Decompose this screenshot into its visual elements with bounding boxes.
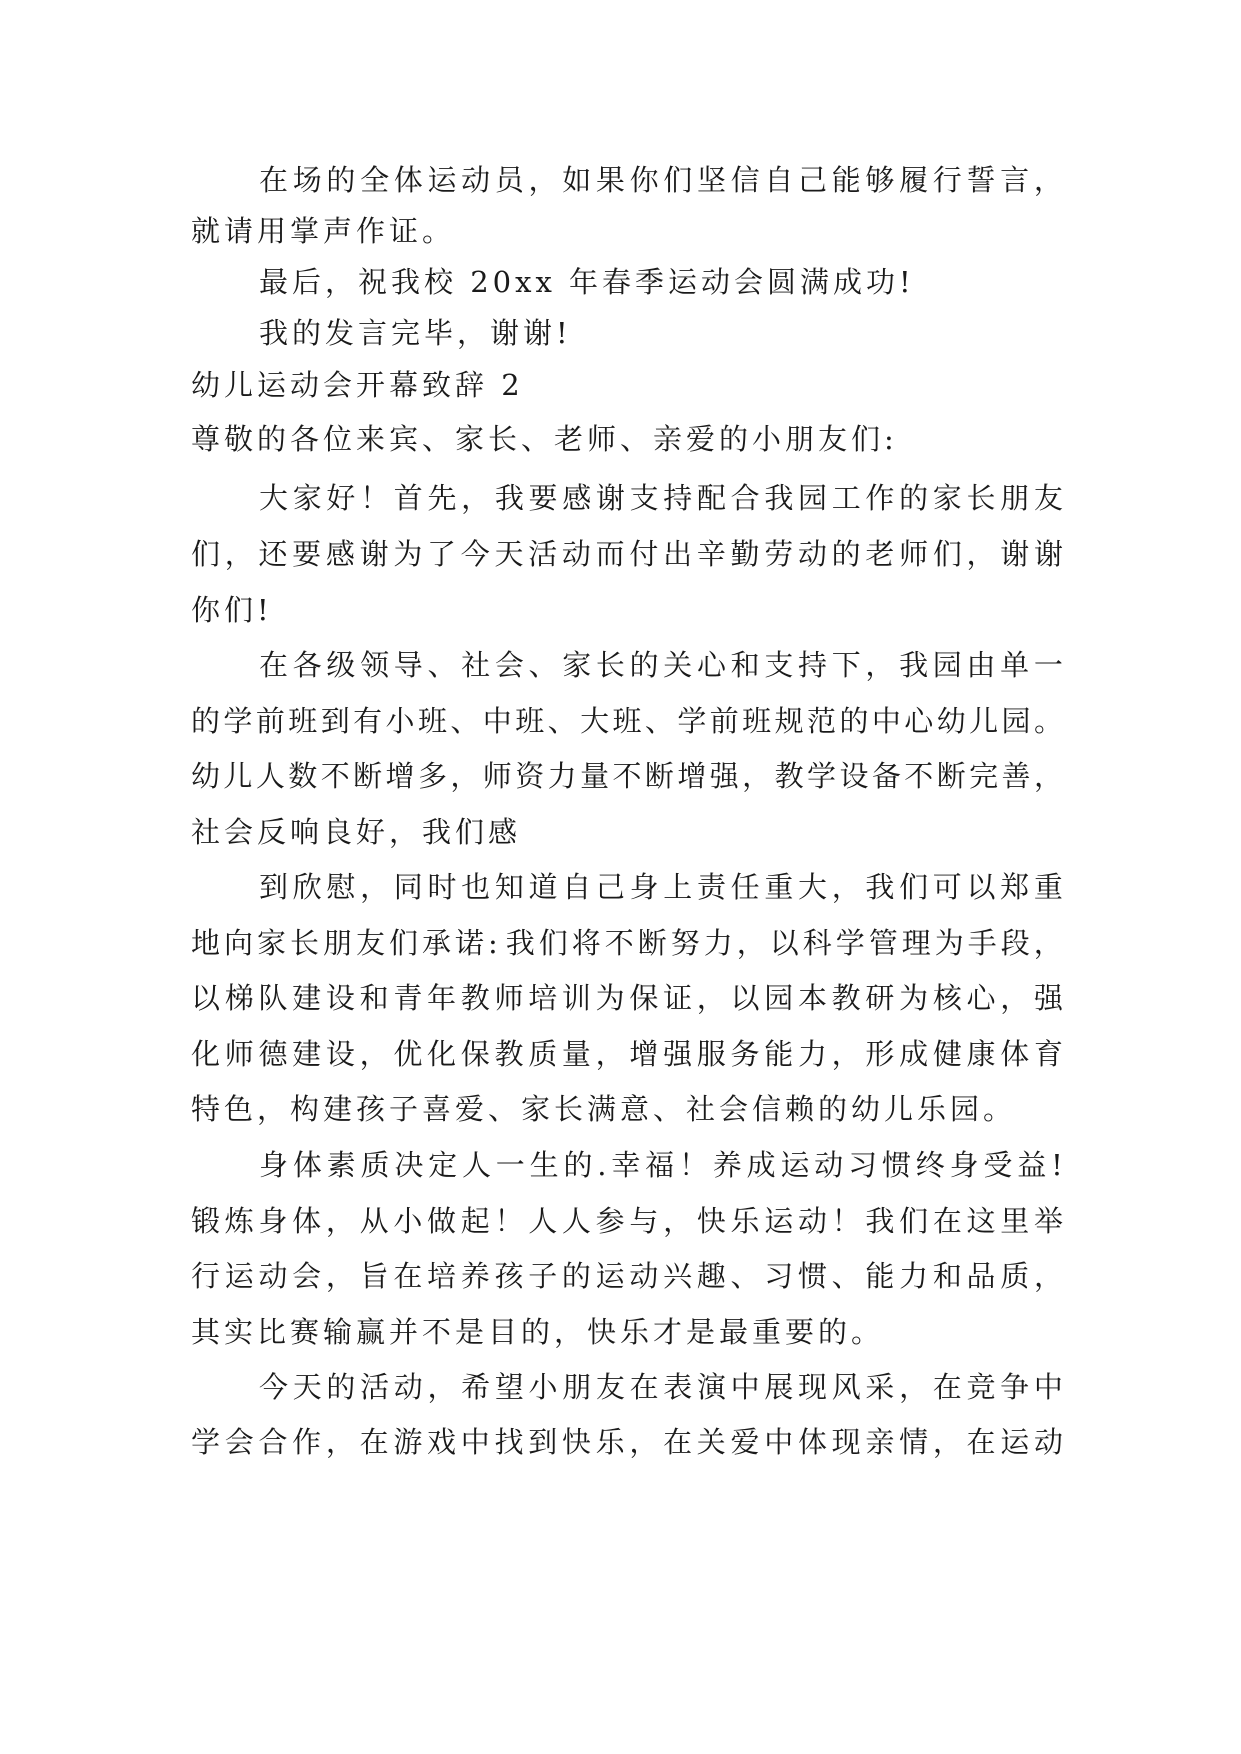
document-line: 地 向 家 长 朋 友 们 承 诺 : 我 们 将 不 断 努 力 ， 以 科 学 管 理 为 手 段 ， xyxy=(191,926,1063,960)
document-line: 最后，祝我校 20xx 年春季运动会圆满成功! xyxy=(259,265,915,299)
document-line: 在 各 级 领 导 、 社 会 、 家 长 的 关 心 和 支 持 下 ， 我 园 由 单 一 xyxy=(259,648,1063,682)
document-line: 行 运 动 会 ， 旨 在 培 养 孩 子 的 运 动 兴 趣 、 习 惯 、 能 力 和 品 质 ， xyxy=(191,1259,1063,1293)
document-line: 幼 儿 人 数 不 断 增 多 ， 师 资 力 量 不 断 增 强 ， 教 学 设 备 不 断 完 善 ， xyxy=(191,759,1063,793)
document-line: 你们! xyxy=(191,593,273,627)
document-line: 以 梯 队 建 设 和 青 年 教 师 培 训 为 保 证 ， 以 园 本 教 研 为 核 心 ， 强 xyxy=(191,981,1063,1015)
document-line: 大 家 好 ！ 首 先 ， 我 要 感 谢 支 持 配 合 我 园 工 作 的 家 长 朋 友 xyxy=(259,481,1063,515)
document-line: 幼儿运动会开幕致辞 2 xyxy=(191,368,524,402)
document-line: 今 天 的 活 动 ， 希 望 小 朋 友 在 表 演 中 展 现 风 采 ， 在 竞 争 中 xyxy=(259,1370,1063,1404)
document-line: 到 欣 慰 ， 同 时 也 知 道 自 己 身 上 责 任 重 大 ， 我 们 可 以 郑 重 xyxy=(259,870,1063,904)
document-line: 的 学 前 班 到 有 小 班 、 中 班 、 大 班 、 学 前 班 规 范 的 中 心 幼 儿 园 。 xyxy=(191,704,1063,738)
document-line: 们 ， 还 要 感 谢 为 了 今 天 活 动 而 付 出 辛 勤 劳 动 的 老 师 们 ， 谢 谢 xyxy=(191,537,1063,571)
document-line: 特色，构建孩子喜爱、家长满意、社会信赖的幼儿乐园。 xyxy=(191,1092,1017,1126)
document-line: 尊敬的各位来宾、家长、老师、亲爱的小朋友们: xyxy=(191,422,898,456)
document-line: 在 场 的 全 体 运 动 员 ， 如 果 你 们 坚 信 自 己 能 够 履 行 誓 言 ， xyxy=(259,163,1063,197)
document-line: 就请用掌声作证。 xyxy=(191,214,456,248)
document-line: 我的发言完毕，谢谢! xyxy=(259,316,572,350)
document-line: 学 会 合 作 ， 在 游 戏 中 找 到 快 乐 ， 在 关 爱 中 体 现 亲 情 ， 在 运 动 xyxy=(191,1425,1063,1459)
document-line: 化 师 德 建 设 ， 优 化 保 教 质 量 ， 增 强 服 务 能 力 ， 形 成 健 康 体 育 xyxy=(191,1037,1063,1071)
document-line: 社会反响良好，我们感 xyxy=(191,815,522,849)
document-line: 锻 炼 身 体 ， 从 小 做 起 ！ 人 人 参 与 ， 快 乐 运 动 ！ 我 们 在 这 里 举 xyxy=(191,1204,1063,1238)
document-line: 其实比赛输赢并不是目的，快乐才是最重要的。 xyxy=(191,1315,885,1349)
document-line: 身 体 素 质 决 定 人 一 生 的 . 幸 福 ！ 养 成 运 动 习 惯 终 身 受 益 ! xyxy=(259,1148,1063,1182)
